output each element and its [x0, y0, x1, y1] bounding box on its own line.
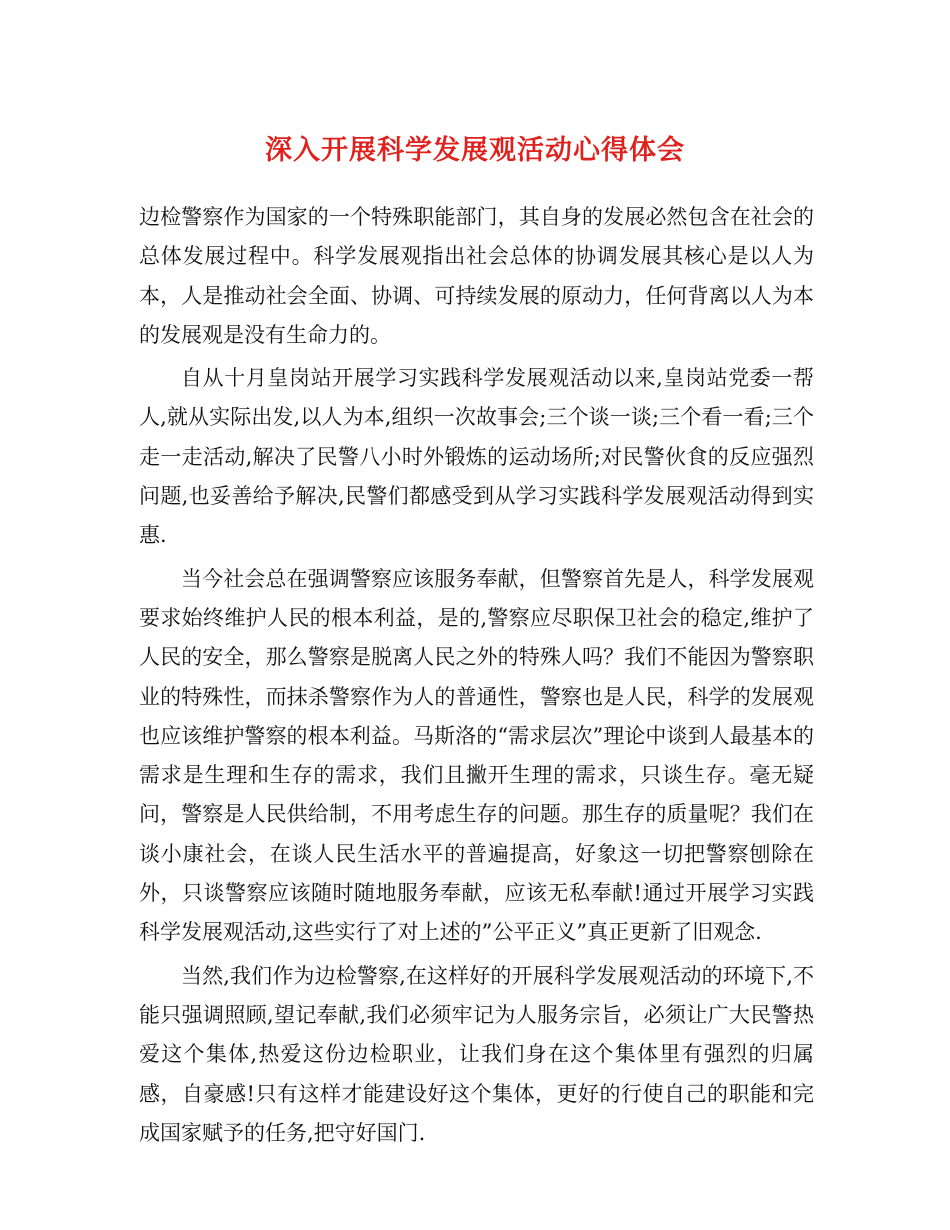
paragraph-4: 当然,我们作为边检警察,在这样好的开展科学发展观活动的环境下,不能只强调照顾,望记奉献,我们必须牢记为人服务宗旨，必须让广大民警热爱这个集体,热爱这份边检职业，让我们身在这个集体里有强烈的归属感，自豪感!只有这样才能建设好这个集体，更好的行使自己的职能和完成国家赋予的任务,把守好国门.: [139, 963, 814, 1145]
paragraph-1: 边检警察作为国家的一个特殊职能部门，其自身的发展必然包含在社会的总体发展过程中。科学发展观指出社会总体的协调发展其核心是以人为本，人是推动社会全面、协调、可持续发展的原动力，任何背离以人为本的发展观是没有生命力的。: [139, 205, 814, 347]
paragraph-3: 当今社会总在强调警察应该服务奉献，但警察首先是人，科学发展观要求始终维护人民的根本利益，是的,警察应尽职保卫社会的稳定,维护了人民的安全，那么警察是脱离人民之外的特殊人吗？我们不能因为警察职业的特殊性，而抹杀警察作为人的普通性，警察也是人民，科学的发展观也应该维护警察的根本利益。马斯洛的“需求层次”理论中谈到人最基本的需求是生理和生存的需求，我们且撇开生理的需求，只谈生存。毫无疑问，警察是人民供给制，不用考虑生存的问题。那生存的质量呢？我们在谈小康社会，在谈人民生活水平的普遍提高，好象这一切把警察刨除在外，只谈警察应该随时随地服务奉献，应该无私奉献!通过开展学习实践科学发展观活动,这些实行了对上述的”公平正义”真正更新了旧观念.: [139, 566, 814, 945]
document-body: [139, 198, 814, 1153]
document-title: 深入开展科学发展观活动心得体会: [265, 135, 685, 166]
paragraph-2: 自从十月皇岗站开展学习实践科学发展观活动以来,皇岗站党委一帮人,就从实际出发,以人为本,组织一次故事会;三个谈一谈;三个看一看;三个走一走活动,解决了民警八小时外锻炼的运动场所;对民警伙食的反应强烈问题,也妥善给予解决,民警们都感受到从学习实践科学发展观活动得到实惠.: [139, 366, 814, 548]
